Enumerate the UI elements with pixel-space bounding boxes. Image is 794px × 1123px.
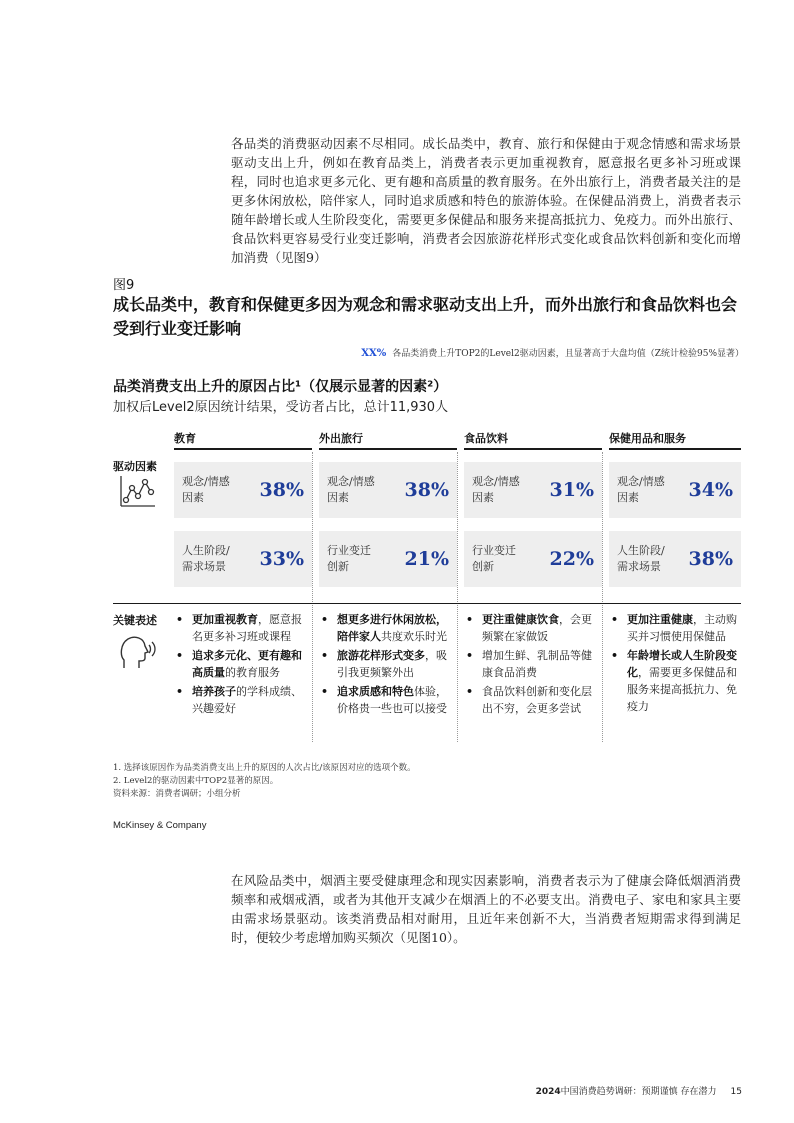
column-divider xyxy=(312,452,313,742)
category-column-travel xyxy=(319,430,457,450)
list-item: • 增加生鲜、乳制品等健康食品消费 xyxy=(464,647,602,681)
quote-list xyxy=(464,611,602,719)
driver-card-industry xyxy=(464,531,602,587)
row-label-quotes: 关键表述 xyxy=(113,614,157,627)
footnotes xyxy=(113,762,416,801)
quote-list xyxy=(319,611,457,719)
list-item: • 年龄增长或人生阶段变化，需要更多保健品和服务来提高抵抗力、免疫力 xyxy=(609,647,741,715)
driver-label: 行业变迁 创新 xyxy=(327,544,371,573)
driver-label: 观念/情感 因素 xyxy=(327,475,375,504)
driver-label: 行业变迁 创新 xyxy=(472,544,516,573)
body-paragraph: 在风险品类中，烟酒主要受健康理念和现实因素影响，消费者表示为了健康会降低烟酒消费频率和戒烟戒酒，或者为其他开支减少在烟酒上的不必要支出。消费电子、家电和家具主要由需求场景驱动。该类消费品相对耐用，且近年来创新不大，当消费者短期需求得到满足时，便较少考虑增加购买频次（见图10）。 xyxy=(231,873,741,945)
quote-list xyxy=(609,611,741,717)
footnote-1: 1. 选择该原因作为品类消费支出上升的原因的人次占比/该原因对应的选项个数。 xyxy=(113,763,416,773)
driver-card-attitude xyxy=(319,462,457,518)
page-footer xyxy=(536,1084,742,1097)
list-item: • 旅游花样形式变多，吸引我更频繁外出 xyxy=(319,647,457,681)
driver-value: 38% xyxy=(259,479,304,501)
column-divider xyxy=(602,452,603,742)
list-item: • 更加重视教育，愿意报名更多补习班或课程 xyxy=(174,611,312,645)
chart-title: 品类消费支出上升的原因占比¹（仅展示显著的因素²） xyxy=(113,379,448,395)
footnote-2: 2. Level2的驱动因素中TOP2显著的原因。 xyxy=(113,776,279,786)
list-item: • 食品饮料创新和变化层出不穷，会更多尝试 xyxy=(464,683,602,717)
legend-text: 各品类消费上升TOP2的Level2驱动因素，且显著高于大盘均值（Z统计检验95%显著） xyxy=(392,349,744,359)
driver-card-attitude xyxy=(464,462,602,518)
driver-card-lifestage xyxy=(174,531,312,587)
category-column-education xyxy=(174,430,312,450)
legend-marker: XX% xyxy=(361,348,387,359)
column-header: 食品饮料 xyxy=(464,430,602,450)
driver-label: 人生阶段/ 需求场景 xyxy=(182,544,230,573)
footer-year: 2024 xyxy=(535,1087,561,1097)
figure-title: 成长品类中，教育和保健更多因为观念和需求驱动支出上升，而外出旅行和食品饮料也会受到行业变迁影响 xyxy=(113,295,738,338)
driver-value: 31% xyxy=(549,479,594,501)
footer-title: 中国消费趋势调研：预期谨慎 存在潜力 xyxy=(560,1087,717,1097)
driver-card-industry xyxy=(319,531,457,587)
speaking-head-icon xyxy=(118,634,158,670)
row-label-drivers: 驱动因素 xyxy=(113,460,157,473)
driver-value: 33% xyxy=(259,548,304,570)
intro-paragraph: 各品类的消费驱动因素不尽相同。成长品类中，教育、旅行和保健由于观念情感和需求场景驱动支出上升，例如在教育品类上，消费者表示更加重视教育，愿意报名更多补习班或课程，同时也追求更多元化、更有趣和高质量的教育服务。在外出旅行上，消费者最关注的是更多休闲放松，陪伴家人，同时追求质感和特色的旅游体验。在保健品消费上，消费者表示随年龄增长或人生阶段变化，需要更多保健品和服务来提高抵抗力、免疫力。而外出旅行、食品饮料更容易受行业变迁影响，消费者会因旅游花样形式变化或食品饮料创新和变化而增加消费（见图9） xyxy=(231,136,741,265)
driver-card-attitude xyxy=(609,462,741,518)
driver-value: 22% xyxy=(549,548,594,570)
chart-subtitle: 加权后Level2原因统计结果，受访者占比，总计11,930人 xyxy=(113,400,449,415)
list-item: • 培养孩子的学科成绩、兴趣爱好 xyxy=(174,683,312,717)
driver-value: 34% xyxy=(688,479,733,501)
source-note: 资料来源：消费者调研；小组分析 xyxy=(113,789,241,799)
driver-card-attitude xyxy=(174,462,312,518)
driver-label: 观念/情感 因素 xyxy=(182,475,230,504)
driver-value: 21% xyxy=(404,548,449,570)
network-chart-icon xyxy=(117,474,157,508)
column-header: 外出旅行 xyxy=(319,430,457,450)
driver-card-lifestage xyxy=(609,531,741,587)
driver-label: 观念/情感 因素 xyxy=(617,475,665,504)
list-item: • 追求质感和特色体验，价格贵一些也可以接受 xyxy=(319,683,457,717)
section-divider xyxy=(113,603,741,604)
brand-mark: McKinsey & Company xyxy=(113,820,207,831)
driver-value: 38% xyxy=(688,548,733,570)
category-column-health xyxy=(609,430,741,450)
driver-label: 观念/情感 因素 xyxy=(472,475,520,504)
list-item: • 更注重健康饮食，会更频繁在家做饭 xyxy=(464,611,602,645)
figure-label: 图9 xyxy=(113,278,135,293)
list-item: • 想更多进行休闲放松，陪伴家人共度欢乐时光 xyxy=(319,611,457,645)
page-number: 15 xyxy=(730,1087,742,1097)
category-column-food xyxy=(464,430,602,450)
column-header: 教育 xyxy=(174,430,312,450)
column-header: 保健用品和服务 xyxy=(609,430,741,450)
list-item: • 追求多元化、更有趣和高质量的教育服务 xyxy=(174,647,312,681)
driver-label: 人生阶段/ 需求场景 xyxy=(617,544,665,573)
legend-note xyxy=(361,346,744,359)
driver-value: 38% xyxy=(404,479,449,501)
column-divider xyxy=(457,452,458,742)
quote-list xyxy=(174,611,312,719)
list-item: • 更加注重健康，主动购买并习惯使用保健品 xyxy=(609,611,741,645)
